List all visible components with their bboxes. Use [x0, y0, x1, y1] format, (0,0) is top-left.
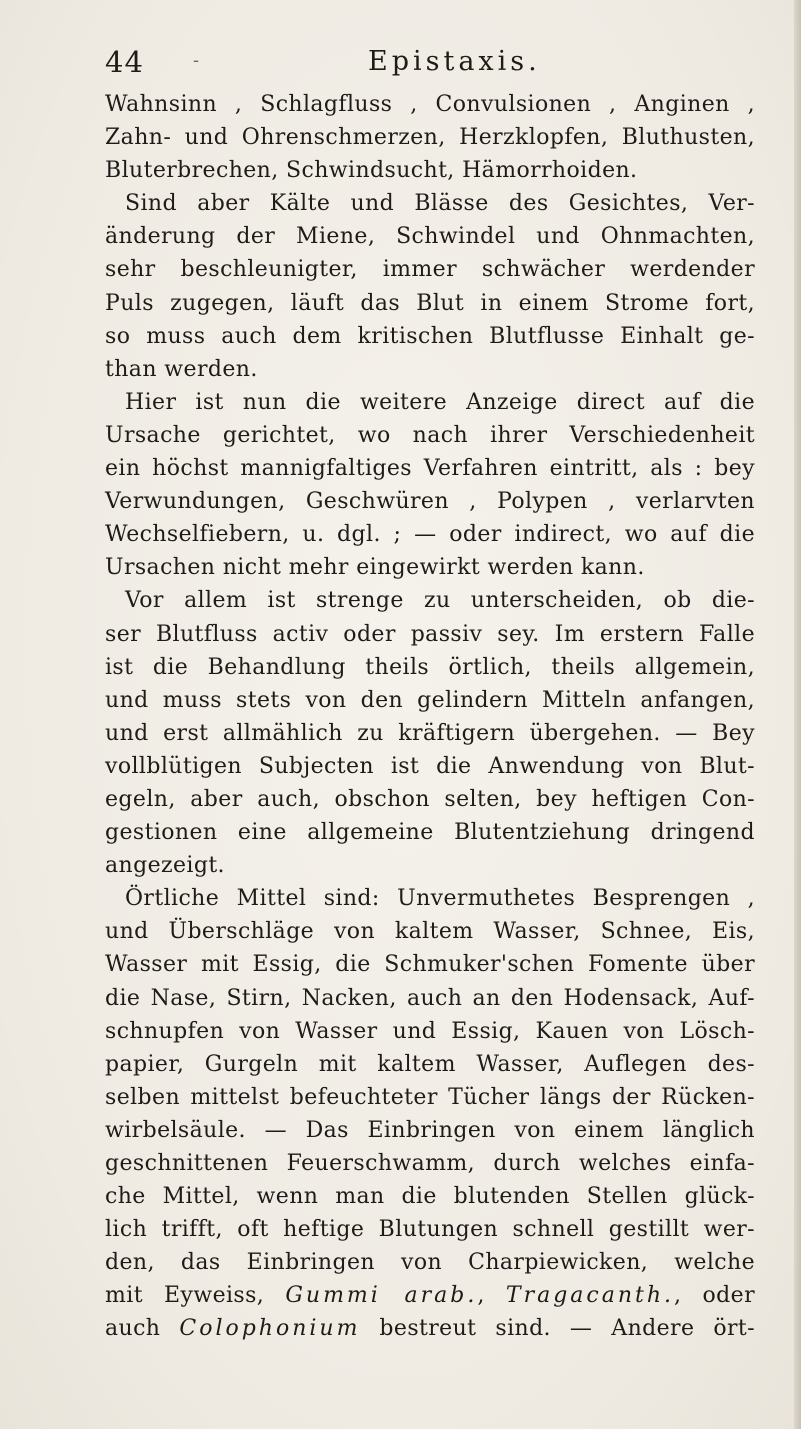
text-line: ein höchst mannigfaltiges Verfahren eintritt, als : bey	[105, 456, 755, 482]
text-line: Sind aber Kälte und Blässe des Gesichtes, Ver-	[125, 191, 755, 217]
line-segment: bestreut sind. — Andere ört-	[360, 1316, 755, 1342]
text-line: die Nase, Stirn, Nacken, auch an den Hodensack, Auf-	[105, 985, 755, 1011]
text-line: Örtliche Mittel sind: Unvermuthetes Besprengen ,	[125, 886, 755, 912]
text-line: geschnittenen Feuerschwamm, durch welches einfa-	[105, 1151, 755, 1176]
running-head: Epistaxis.	[368, 46, 541, 77]
text-line: ist die Behandlung theils örtlich, theils allgemein,	[105, 654, 755, 680]
text-line: und muss stets von den gelindern Mitteln anfangen,	[105, 687, 755, 713]
text-line: Verwundungen, Geschwüren , Polypen , verlarvten	[105, 489, 755, 515]
header-dash: -	[193, 50, 200, 71]
text-line: egeln, aber auch, obschon selten, bey heftigen Con-	[105, 786, 755, 812]
text-line: den, das Einbringen von Charpiewicken, welche	[105, 1250, 755, 1276]
text-line: Vor allem ist strenge zu unterscheiden, ob die-	[125, 588, 755, 614]
text-line	[105, 1312, 755, 1345]
text-line: Zahn- und Ohrenschmerzen, Herzklopfen, Bluthusten,	[105, 125, 755, 151]
line-segment: mit Eyweiss,	[105, 1283, 286, 1309]
italic-term: Tragacanth.	[505, 1283, 675, 1309]
text-line: Wechselfiebern, u. dgl. ; — oder indirect, wo auf die	[105, 522, 755, 548]
text-line: Hier ist nun die weitere Anzeige direct auf die	[125, 389, 755, 415]
text-line: ser Blutfluss activ oder passiv sey. Im erstern Falle	[105, 621, 755, 647]
text-line: Ursachen nicht mehr eingewirkt werden kann.	[105, 555, 645, 581]
text-line: lich trifft, oft heftige Blutungen schnell gestillt wer-	[105, 1217, 755, 1243]
page-edge	[794, 0, 801, 1429]
text-line: angezeigt.	[105, 853, 225, 879]
text-line: selben mittelst befeuchteter Tücher längs der Rücken-	[105, 1084, 755, 1110]
text-line: Bluterbrechen, Schwindsucht, Hämorrhoiden.	[105, 158, 638, 184]
text-line: che Mittel, wenn man die blutenden Stellen glück-	[105, 1184, 755, 1210]
text-line: vollblütigen Subjecten ist die Anwendung von Blut-	[105, 753, 755, 779]
text-line: Puls zugegen, läuft das Blut in einem Strome fort,	[105, 290, 755, 316]
page-number: 44	[105, 45, 144, 79]
text-line: papier, Gurgeln mit kaltem Wasser, Auflegen des-	[105, 1051, 755, 1077]
text-line: so muss auch dem kritischen Blutflusse Einhalt ge-	[105, 323, 755, 349]
text-line: Wasser mit Essig, die Schmuker'schen Fomente über	[105, 952, 755, 978]
text-line: sehr beschleunigter, immer schwächer werdender	[105, 257, 755, 283]
italic-term: Gummi arab.	[285, 1283, 478, 1309]
italic-term: Colophonium	[179, 1316, 361, 1342]
line-segment: ,	[477, 1283, 506, 1309]
page-header	[105, 44, 705, 84]
line-segment: , oder	[674, 1283, 755, 1309]
line-segment: auch	[105, 1316, 180, 1342]
text-line	[105, 1279, 755, 1312]
text-line: gestionen eine allgemeine Blutentziehung dringend	[105, 820, 755, 846]
text-line: Ursache gerichtet, wo nach ihrer Verschiedenheit	[105, 422, 755, 448]
body-text	[105, 88, 755, 1346]
text-line: und Überschläge von kaltem Wasser, Schnee, Eis,	[105, 919, 755, 945]
text-line: schnupfen von Wasser und Essig, Kauen von Lösch-	[105, 1018, 755, 1044]
text-line: Wahnsinn , Schlagfluss , Convulsionen , Anginen ,	[105, 92, 755, 117]
text-line: wirbelsäule. — Das Einbringen von einem länglich	[105, 1117, 755, 1143]
text-line: änderung der Miene, Schwindel und Ohnmachten,	[105, 224, 755, 250]
text-line: und erst allmählich zu kräftigern übergehen. — Bey	[105, 720, 755, 746]
text-line: than werden.	[105, 356, 258, 382]
